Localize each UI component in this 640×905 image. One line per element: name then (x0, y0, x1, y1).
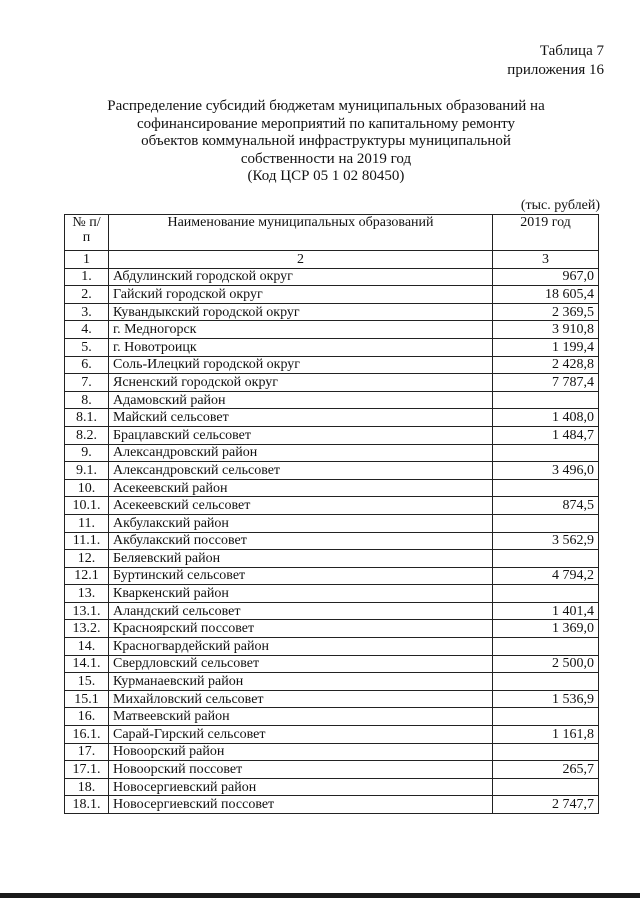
row-name: Аландский сельсовет (109, 602, 493, 620)
table-row (65, 726, 599, 744)
table-annex-label (507, 42, 604, 80)
row-number: 17.1. (65, 761, 109, 779)
table-row (65, 356, 599, 374)
row-name: Новосергиевский район (109, 778, 493, 796)
row-number: 1. (65, 268, 109, 286)
row-number: 13.2. (65, 620, 109, 638)
table-row (65, 532, 599, 550)
row-value: 1 161,8 (493, 726, 599, 744)
row-value: 2 747,7 (493, 796, 599, 814)
row-number: 8.1. (65, 409, 109, 427)
row-value: 1 369,0 (493, 620, 599, 638)
column-index: 1 (65, 251, 109, 269)
row-name: Акбулакский поссовет (109, 532, 493, 550)
row-number: 9. (65, 444, 109, 462)
row-number: 13.1. (65, 602, 109, 620)
row-name: Соль-Илецкий городской округ (109, 356, 493, 374)
row-number: 10.1. (65, 497, 109, 515)
document-title (60, 98, 592, 186)
table-row (65, 638, 599, 656)
row-number: 4. (65, 321, 109, 339)
row-name: Свердловский сельсовет (109, 655, 493, 673)
title-line: объектов коммунальной инфраструктуры муниципальной (141, 133, 511, 149)
row-name: Адамовский район (109, 391, 493, 409)
table-row (65, 426, 599, 444)
row-name: г. Новотроицк (109, 338, 493, 356)
row-value: 3 562,9 (493, 532, 599, 550)
table-row (65, 303, 599, 321)
row-number: 14. (65, 638, 109, 656)
row-number: 11.1. (65, 532, 109, 550)
row-name: Кваркенский район (109, 585, 493, 603)
row-number: 13. (65, 585, 109, 603)
row-value: 967,0 (493, 268, 599, 286)
row-number: 11. (65, 514, 109, 532)
row-value: 1 199,4 (493, 338, 599, 356)
row-value (493, 638, 599, 656)
row-name: Александровский сельсовет (109, 462, 493, 480)
row-value: 4 794,2 (493, 567, 599, 585)
table-row (65, 462, 599, 480)
row-number: 3. (65, 303, 109, 321)
table-row (65, 567, 599, 585)
row-name: Абдулинский городской округ (109, 268, 493, 286)
row-number: 14.1. (65, 655, 109, 673)
row-name: Красноярский поссовет (109, 620, 493, 638)
table-row (65, 479, 599, 497)
title-line: собственности на 2019 год (240, 150, 412, 167)
row-number: 18. (65, 778, 109, 796)
header-name: Наименование муниципальных образований (109, 215, 493, 251)
row-number: 8.2. (65, 426, 109, 444)
row-name: Майский сельсовет (109, 409, 493, 427)
row-value (493, 479, 599, 497)
row-number: 10. (65, 479, 109, 497)
row-name: г. Медногорск (109, 321, 493, 339)
row-name: Михайловский сельсовет (109, 690, 493, 708)
table-row (65, 655, 599, 673)
row-name: Акбулакский район (109, 514, 493, 532)
table-row (65, 708, 599, 726)
table-number: Таблица 7 (539, 43, 604, 59)
subsidy-table (64, 214, 599, 814)
row-name: Буртинский сельсовет (109, 567, 493, 585)
table-row (65, 409, 599, 427)
row-name: Кувандыкский городской округ (109, 303, 493, 321)
table-row (65, 444, 599, 462)
row-number: 15.1 (65, 690, 109, 708)
table-row (65, 286, 599, 304)
row-number: 12. (65, 550, 109, 568)
row-value (493, 778, 599, 796)
row-value: 874,5 (493, 497, 599, 515)
table-row (65, 497, 599, 515)
unit-label: (тыс. рублей) (520, 198, 600, 213)
header-number: № п/п (65, 215, 109, 251)
row-value: 1 408,0 (493, 409, 599, 427)
table-row (65, 743, 599, 761)
row-value (493, 673, 599, 691)
row-value (493, 708, 599, 726)
column-index-row (65, 251, 599, 269)
row-value: 3 496,0 (493, 462, 599, 480)
row-value: 265,7 (493, 761, 599, 779)
row-value (493, 391, 599, 409)
row-name: Беляевский район (109, 550, 493, 568)
row-value: 1 536,9 (493, 690, 599, 708)
table-row (65, 268, 599, 286)
row-name: Асекеевский район (109, 479, 493, 497)
column-index: 3 (493, 251, 599, 269)
row-number: 15. (65, 673, 109, 691)
row-name: Асекеевский сельсовет (109, 497, 493, 515)
row-number: 12.1 (65, 567, 109, 585)
row-number: 8. (65, 391, 109, 409)
row-number: 6. (65, 356, 109, 374)
column-index: 2 (109, 251, 493, 269)
row-value (493, 514, 599, 532)
row-number: 9.1. (65, 462, 109, 480)
budget-code: (Код ЦСР 05 1 02 80450) (247, 168, 405, 184)
table-header-row (65, 215, 599, 251)
table-row (65, 338, 599, 356)
row-value: 7 787,4 (493, 374, 599, 392)
row-value: 2 500,0 (493, 655, 599, 673)
row-value: 2 369,5 (493, 303, 599, 321)
row-number: 5. (65, 338, 109, 356)
table-row (65, 602, 599, 620)
row-name: Новосергиевский поссовет (109, 796, 493, 814)
row-value: 3 910,8 (493, 321, 599, 339)
table-row (65, 673, 599, 691)
row-name: Сарай-Гирский сельсовет (109, 726, 493, 744)
row-name: Матвеевский район (109, 708, 493, 726)
row-name: Новоорский район (109, 743, 493, 761)
row-value (493, 585, 599, 603)
table-row (65, 778, 599, 796)
table-row (65, 585, 599, 603)
title-line: Распределение субсидий бюджетам муниципальных образований на (107, 98, 545, 114)
table-row (65, 796, 599, 814)
row-number: 2. (65, 286, 109, 304)
title-line: софинансирование мероприятий по капитальному ремонту (137, 115, 515, 132)
scan-edge-bar (0, 893, 640, 898)
row-number: 16.1. (65, 726, 109, 744)
table-row (65, 690, 599, 708)
row-name: Красногвардейский район (109, 638, 493, 656)
table-body (65, 268, 599, 813)
row-number: 7. (65, 374, 109, 392)
table-row (65, 761, 599, 779)
row-value: 2 428,8 (493, 356, 599, 374)
table-row (65, 391, 599, 409)
row-value: 18 605,4 (493, 286, 599, 304)
row-value: 1 484,7 (493, 426, 599, 444)
row-name: Ясненский городской округ (109, 374, 493, 392)
table-row (65, 620, 599, 638)
row-number: 18.1. (65, 796, 109, 814)
table-row (65, 374, 599, 392)
table-row (65, 321, 599, 339)
table-row (65, 550, 599, 568)
row-value (493, 444, 599, 462)
row-name: Гайский городской округ (109, 286, 493, 304)
header-year: 2019 год (493, 215, 599, 251)
row-value (493, 550, 599, 568)
row-name: Брацлавский сельсовет (109, 426, 493, 444)
row-value: 1 401,4 (493, 602, 599, 620)
row-value (493, 743, 599, 761)
row-name: Новоорский поссовет (109, 761, 493, 779)
table-row (65, 514, 599, 532)
row-name: Курманаевский район (109, 673, 493, 691)
row-number: 17. (65, 743, 109, 761)
row-number: 16. (65, 708, 109, 726)
annex-number: приложения 16 (507, 62, 604, 78)
row-name: Александровский район (109, 444, 493, 462)
